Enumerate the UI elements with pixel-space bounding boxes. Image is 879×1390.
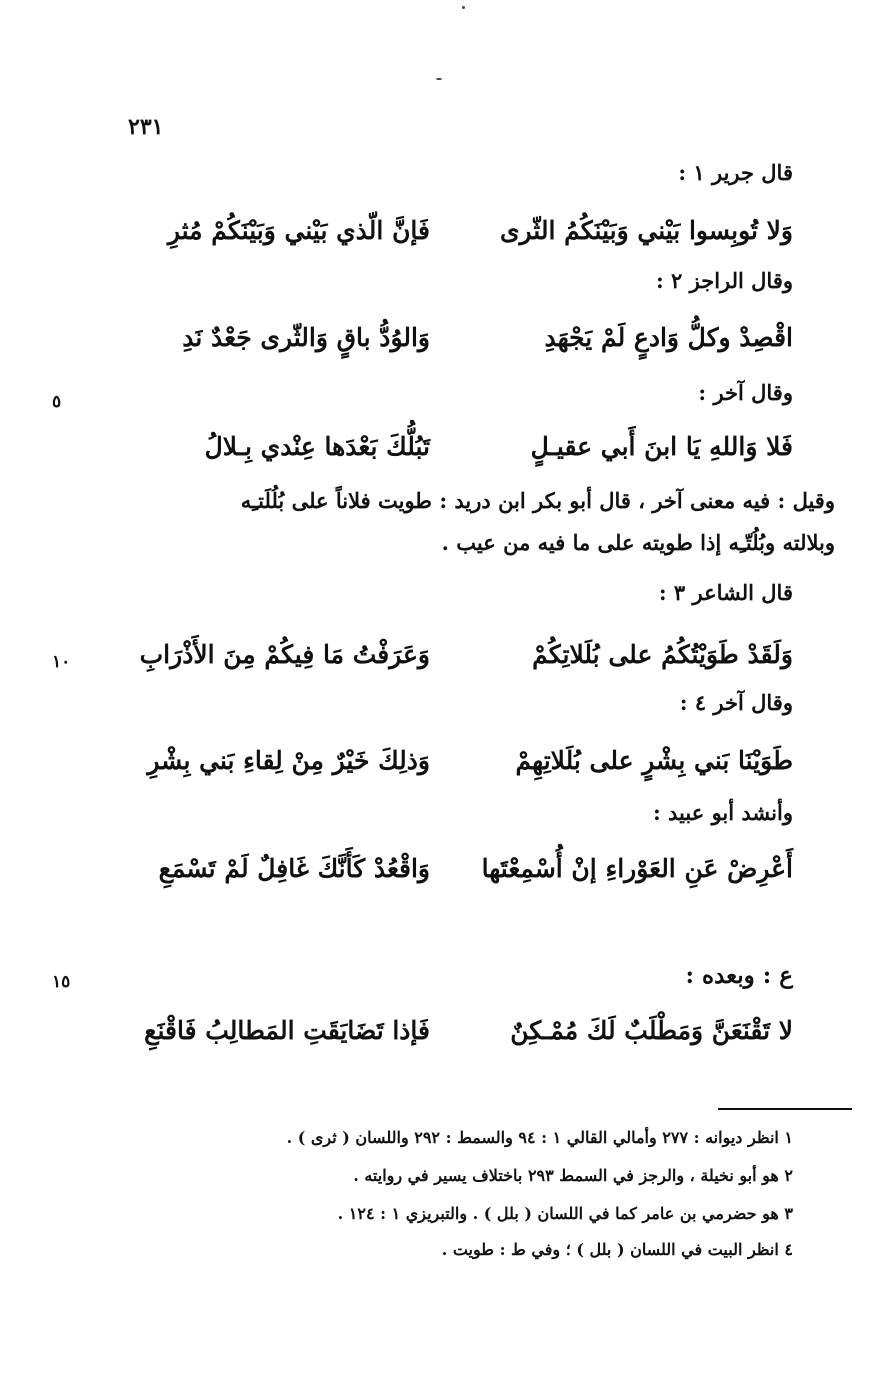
scan-speck <box>462 6 465 9</box>
page-number: ٢٣١ <box>128 114 164 140</box>
line-number-margin: ١٥ <box>52 972 71 992</box>
hemistich-right: أَعْرِضْ عَنِ العَوْراءِ إنْ أُسْمِعْتَها <box>481 854 793 883</box>
hemistich-right: اقْصِدْ وكلُّ وَادعٍ لَمْ يَجْهَدِ <box>544 323 793 352</box>
hemistich-right: وَلا تُوبِسوا بَيْني وَبَيْنَكُمُ الثّرى <box>499 216 793 245</box>
hemistich-left: وَذلِكَ خَيْرٌ مِنْ لِقاءِ بَني بِشْرِ <box>147 746 430 775</box>
scan-speck <box>436 78 442 80</box>
hemistich-right: طَوَيْنَا بَني بِشْرٍ على بُلَلاتِهِمْ <box>515 746 793 775</box>
prose-line: وقيل : فيه معنى آخر ، قال أبو بكر ابن دريد : طويت فلاناً على بُلُلَتـِه <box>240 488 835 513</box>
verse-intro: قال الشاعر ٣ : <box>658 580 793 605</box>
hemistich-left: فَإذا تَضَايَقَتِ المَطالِبُ فَاقْنَعِ <box>144 1016 430 1045</box>
hemistich-left: وَالوُدُّ باقٍ وَالثّرى جَعْدٌ نَدِ <box>182 323 430 352</box>
verse-intro: قال جرير ١ : <box>678 160 793 185</box>
verse-intro: وقال آخر ٤ : <box>679 690 793 715</box>
hemistich-left: تَبُلُّكَ بَعْدَها عِنْدي بِـلالُ <box>204 432 430 461</box>
hemistich-right: لا تَقْنَعَنَّ وَمَطْلَبٌ لَكَ مُمْـكِنٌ <box>510 1016 793 1045</box>
footnote-separator <box>718 1108 852 1110</box>
line-number-margin: ١٠ <box>52 652 71 672</box>
hemistich-left: فَإنَّ الّذي بَيْني وَبَيْنَكُمْ مُثرِ <box>167 216 430 245</box>
hemistich-left: وَعَرَفْتُ مَا فِيكُمْ مِنَ الأَذْرَابِ <box>139 640 430 669</box>
footnote: ١ انظر ديوانه : ٢٧٧ وأمالي القالي ١ : ٩٤ والسمط : ٢٩٢ واللسان ( ثرى ) . <box>286 1128 793 1147</box>
hemistich-right: فَلا وَاللهِ يَا ابنَ أَبي عقيـلٍ <box>530 432 793 461</box>
verse-intro: وقال الراجز ٢ : <box>655 268 793 293</box>
hemistich-right: وَلَقَدْ طَوَيْتُكُمُ على بُلَلاتِكُمْ <box>532 640 793 669</box>
footnote: ٤ انظر البيت في اللسان ( بلل ) ؛ وفي ط : طويت . <box>441 1240 793 1259</box>
footnote: ٣ هو حضرمي بن عامر كما في اللسان ( بلل ) . والتبريزي ١ : ١٢٤ . <box>337 1204 793 1223</box>
footnote: ٢ هو أبو نخيلة ، والرجز في السمط ٢٩٣ باختلاف يسير في روايته . <box>353 1166 793 1185</box>
prose-line: وبلالته وبُلُتّـِه إذا طويته على ما فيه من عيب . <box>441 530 835 555</box>
verse-intro: ع : وبعده : <box>685 962 793 989</box>
verse-intro: وقال آخر : <box>698 380 793 405</box>
verse-intro: وأنشد أبو عبيد : <box>652 800 793 825</box>
line-number-margin: ٥ <box>52 392 62 412</box>
hemistich-left: وَاقْعُدْ كَأَنَّكَ غَافِلٌ لَمْ تَسْمَعِ <box>158 854 430 883</box>
